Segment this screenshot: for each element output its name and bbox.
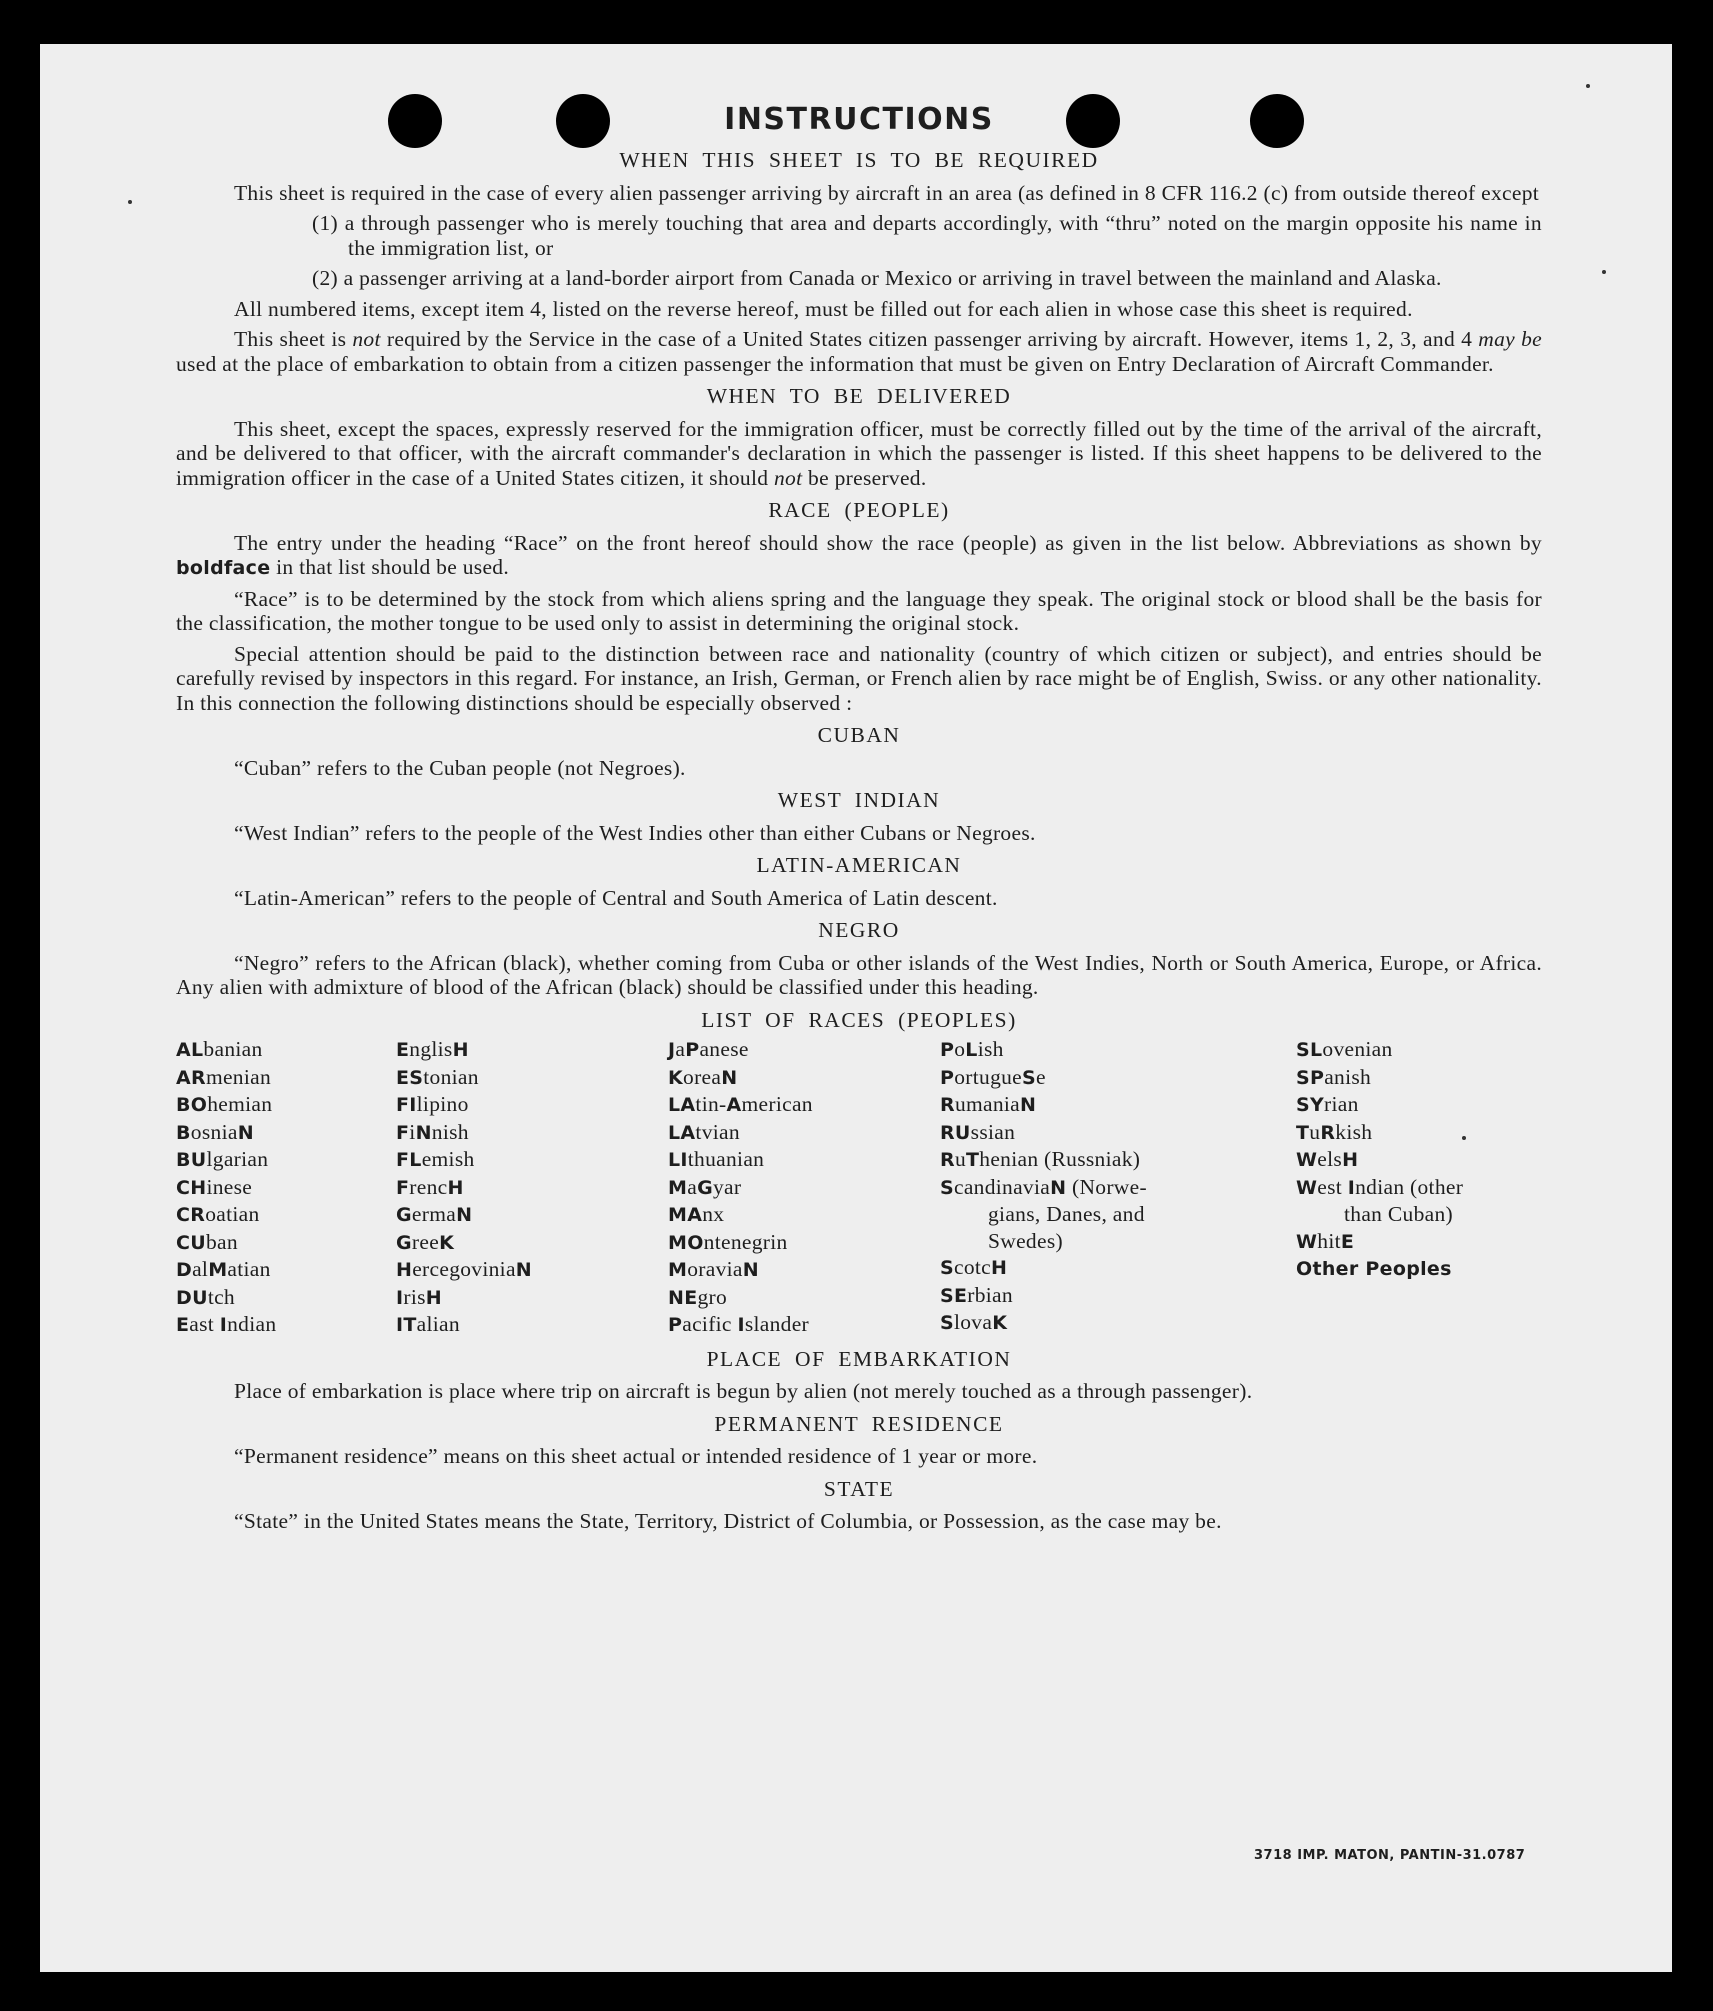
para-delivered: [176, 417, 1542, 491]
race-text: yar: [712, 1174, 742, 1199]
race-abbreviation: MA: [668, 1204, 703, 1226]
heading-list-of-races: LIST OF RACES (PEOPLES): [701, 1007, 1017, 1032]
race-text: banian: [203, 1037, 263, 1061]
speck: [1602, 270, 1606, 274]
para-citizen: [176, 327, 1542, 376]
race-entry: [1296, 1146, 1542, 1174]
race-entry: [940, 1201, 1296, 1228]
race-abbreviation: S: [1022, 1066, 1036, 1089]
races-column-3: [668, 1036, 940, 1339]
race-abbreviation: S: [940, 1257, 954, 1279]
para-embarkation: Place of embarkation is place where trip on aircraft is begun by alien (not merely touched as a through passenger).: [234, 1379, 1253, 1403]
race-text: nish: [431, 1119, 469, 1144]
race-entry: [668, 1201, 940, 1229]
race-entry: [1296, 1091, 1542, 1119]
race-abbreviation: LA: [668, 1121, 696, 1144]
races-column-5: [1296, 1036, 1542, 1339]
text-run: required by the Service in the case of a United States citizen passenger arriving by aircraft. However, items 1, 2, 3, and 4: [380, 327, 1479, 351]
race-abbreviation: SP: [1296, 1066, 1325, 1089]
race-abbreviation: LA: [668, 1094, 696, 1116]
race-abbreviation: DU: [176, 1286, 208, 1309]
race-entry: [940, 1254, 1296, 1282]
race-abbreviation: N: [415, 1121, 432, 1144]
race-abbreviation: S: [940, 1312, 954, 1334]
race-text: al: [192, 1257, 209, 1281]
race-text: (Norwe-: [1066, 1174, 1147, 1199]
race-abbreviation: I: [396, 1286, 404, 1309]
race-entry: [176, 1256, 396, 1284]
race-abbreviation: N: [1020, 1094, 1037, 1116]
race-entry: [176, 1174, 396, 1202]
race-abbreviation: CR: [176, 1204, 206, 1226]
race-abbreviation: AR: [176, 1066, 206, 1089]
heading-place-of-embarkation: PLACE OF EMBARKATION: [706, 1346, 1012, 1371]
race-abbreviation: P: [940, 1039, 955, 1061]
race-text: Swedes): [988, 1228, 1063, 1253]
race-text: atian: [227, 1257, 271, 1281]
race-abbreviation: L: [965, 1039, 978, 1061]
race-entry: [668, 1064, 940, 1092]
race-text: tch: [207, 1284, 235, 1309]
race-text: renc: [409, 1174, 448, 1199]
race-text: gians, Danes, and: [988, 1202, 1145, 1226]
race-entry: [940, 1036, 1296, 1064]
heading-when-delivered: WHEN TO BE DELIVERED: [706, 384, 1012, 408]
race-abbreviation: LI: [668, 1149, 688, 1171]
race-abbreviation: H: [447, 1176, 464, 1199]
para-residence: “Permanent residence” means on this sheet actual or intended residence of 1 year or more.: [234, 1444, 1038, 1468]
race-text: ndian (other: [1355, 1174, 1464, 1199]
race-text: anish: [1324, 1064, 1372, 1089]
page-title: INSTRUCTIONS: [724, 102, 994, 137]
race-abbreviation: AL: [176, 1039, 204, 1061]
race-abbreviation: W: [1296, 1149, 1318, 1171]
race-entry: [176, 1229, 396, 1257]
heading-race: RACE (PEOPLE): [768, 498, 950, 522]
race-entry: [940, 1064, 1296, 1092]
race-text: oatian: [205, 1202, 260, 1226]
emphasis-may-be: may be: [1478, 327, 1542, 351]
race-entry: [176, 1201, 396, 1229]
heading-latin-american: LATIN-AMERICAN: [756, 853, 962, 877]
race-text: tin-: [695, 1092, 727, 1116]
race-abbreviation: SY: [1296, 1094, 1325, 1116]
race-entry: [396, 1174, 668, 1202]
race-entry: [396, 1201, 668, 1229]
race-abbreviation: FL: [396, 1149, 422, 1171]
race-text: ndian: [227, 1312, 277, 1336]
heading-west-indian: WEST INDIAN: [777, 788, 941, 812]
race-abbreviation: R: [940, 1094, 955, 1116]
race-text: kish: [1335, 1119, 1373, 1144]
race-abbreviation: SL: [1296, 1039, 1323, 1061]
race-entry: [1296, 1255, 1542, 1283]
printer-imprint: 3718 IMP. MATON, PANTIN-31.0787: [1254, 1848, 1526, 1863]
heading-state: STATE: [823, 1476, 895, 1501]
race-text: nx: [702, 1202, 725, 1226]
race-abbreviation: T: [1296, 1121, 1310, 1144]
race-text: u: [954, 1147, 966, 1171]
race-text: e: [1036, 1064, 1046, 1089]
race-text: rbian: [967, 1282, 1013, 1307]
race-abbreviation: IT: [396, 1314, 417, 1336]
race-entry: [396, 1229, 668, 1257]
race-text: inese: [206, 1174, 253, 1199]
race-text: tvian: [695, 1119, 740, 1144]
race-abbreviation: MO: [668, 1231, 704, 1254]
races-column-1: [176, 1036, 396, 1339]
race-entry: [1296, 1036, 1542, 1064]
race-abbreviation: K: [439, 1231, 455, 1254]
race-entry: [1296, 1174, 1542, 1202]
race-abbreviation: H: [425, 1286, 442, 1309]
text-run: The entry under the heading “Race” on the front hereof should show the race (people) as given in the list below. Abbreviations as shown by: [234, 530, 1542, 555]
para-numbered-items: All numbered items, except item 4, listed on the reverse hereof, must be filled out for each alien in whose case this sheet is required.: [234, 296, 1413, 321]
race-abbreviation: FI: [396, 1094, 417, 1116]
race-text: tonian: [423, 1064, 479, 1089]
race-entry: [940, 1282, 1296, 1310]
race-abbreviation: ES: [396, 1066, 424, 1089]
para-required-intro: This sheet is required in the case of every alien passenger arriving by aircraft in an area (as defined in 8 CFR 116.2 (c) from outside thereof except: [234, 180, 1540, 205]
exception-item-2: (2) a passenger arriving at a land-border airport from Canada or Mexico or arriving in travel between the mainland and Alaska.: [312, 266, 1442, 290]
race-entry: [176, 1091, 396, 1119]
race-text: cotc: [953, 1255, 991, 1279]
race-entry: [668, 1146, 940, 1174]
para-cuban: “Cuban” refers to the Cuban people (not Negroes).: [234, 755, 686, 780]
boldface-word: boldface: [176, 557, 271, 579]
race-entry: [940, 1146, 1296, 1174]
race-entry: [396, 1311, 668, 1339]
race-abbreviation: RU: [940, 1121, 971, 1144]
race-text: alian: [416, 1312, 460, 1336]
race-abbreviation: P: [940, 1066, 955, 1089]
race-entry: [940, 1174, 1296, 1202]
race-text: ris: [403, 1284, 426, 1309]
race-text: i: [409, 1119, 416, 1144]
race-text: orea: [683, 1064, 722, 1089]
race-text: ntenegrin: [703, 1229, 788, 1254]
race-abbreviation: H: [452, 1039, 469, 1061]
race-entry: [940, 1119, 1296, 1147]
text-run: in that list should be used.: [270, 555, 510, 579]
race-abbreviation: W: [1296, 1230, 1318, 1253]
race-abbreviation: BO: [176, 1094, 208, 1116]
race-abbreviation: H: [1342, 1149, 1359, 1171]
race-abbreviation: N: [456, 1204, 473, 1226]
race-text: ban: [205, 1229, 238, 1254]
race-entry: [1296, 1119, 1542, 1147]
race-text: gro: [697, 1284, 728, 1309]
race-entry: [940, 1228, 1296, 1255]
race-abbreviation: G: [396, 1204, 412, 1226]
race-entry: [396, 1256, 668, 1284]
race-entry: [176, 1146, 396, 1174]
race-abbreviation: J: [668, 1039, 676, 1061]
race-abbreviation: E: [396, 1039, 410, 1061]
race-abbreviation: E: [176, 1314, 190, 1336]
race-text: est: [1317, 1174, 1348, 1199]
race-abbreviation: M: [668, 1176, 688, 1199]
race-text: oravia: [687, 1257, 743, 1281]
races-list: [176, 1036, 1542, 1339]
race-text: ercegovinia: [412, 1257, 516, 1281]
para-negro: “Negro” refers to the African (black), whether coming from Cuba or other islands of the West Indies, North or South America, Europe, or Africa. Any alien with admixture of blood of the African (black) should be classified under this heading.: [176, 950, 1542, 999]
race-abbreviation: H: [991, 1257, 1008, 1279]
text-run: This sheet is: [234, 327, 353, 351]
races-column-4: [940, 1036, 1296, 1339]
race-text: nglis: [409, 1037, 453, 1061]
race-entry: [668, 1311, 940, 1339]
race-abbreviation: N: [237, 1121, 254, 1144]
race-entry: [396, 1064, 668, 1092]
race-abbreviation: P: [668, 1314, 683, 1336]
race-text: ast: [189, 1312, 220, 1336]
race-abbreviation: A: [726, 1094, 742, 1116]
race-abbreviation: M: [668, 1259, 688, 1281]
para-race-nationality: Special attention should be paid to the distinction between race and nationality (country of which citizen or subject), and entries should be carefully revised by inspectors in this regard. For instance, an Irish, German, or French alien by race might be of English, Swiss. or any other nationality. In this connection the following distinctions should be especially observed :: [176, 641, 1542, 715]
race-abbreviation: T: [966, 1149, 980, 1171]
race-entry: [940, 1309, 1296, 1337]
race-text: ortugue: [954, 1064, 1023, 1089]
race-entry: [668, 1229, 940, 1257]
race-text: thuanian: [687, 1147, 765, 1171]
race-text: o: [954, 1037, 966, 1061]
race-abbreviation: S: [940, 1176, 954, 1199]
race-entry: [1296, 1064, 1542, 1092]
race-entry: [396, 1284, 668, 1312]
race-entry: [668, 1036, 940, 1064]
race-text: rian: [1324, 1092, 1359, 1116]
race-abbreviation: B: [176, 1121, 191, 1144]
race-text: henian (Russniak): [979, 1147, 1141, 1171]
race-abbreviation: H: [396, 1259, 413, 1281]
race-abbreviation: D: [176, 1259, 193, 1281]
race-abbreviation: F: [396, 1121, 410, 1144]
text-run: This sheet, except the spaces, expressly reserved for the immigration officer, must be correctly filled out by the time of the arrival of the aircraft, and be delivered to that officer, with the aircraft commander's declaration in which the passenger is listed. If this sheet happens to be delivered to the immigration officer in the case of a United States citizen, it should: [176, 416, 1542, 490]
emphasis-not: not: [352, 327, 381, 351]
race-abbreviation: N: [742, 1259, 759, 1281]
race-abbreviation: K: [992, 1312, 1008, 1334]
race-abbreviation: N: [515, 1259, 532, 1281]
race-text: ree: [411, 1229, 440, 1254]
race-entry: [176, 1119, 396, 1147]
race-abbreviation: M: [208, 1259, 228, 1281]
race-text: els: [1317, 1147, 1343, 1171]
race-text: lova: [953, 1310, 993, 1334]
race-abbreviation: G: [396, 1231, 412, 1254]
race-text: hit: [1317, 1228, 1341, 1253]
heading-cuban: CUBAN: [817, 723, 901, 747]
para-latin-american: “Latin-American” refers to the people of Central and South America of Latin descent.: [234, 885, 998, 910]
race-text: lipino: [416, 1092, 469, 1116]
race-abbreviation: I: [737, 1314, 745, 1336]
heading-negro: NEGRO: [818, 918, 900, 942]
heading-permanent-residence: PERMANENT RESIDENCE: [714, 1411, 1004, 1436]
race-text: than Cuban): [1344, 1202, 1453, 1226]
race-entry: [396, 1146, 668, 1174]
race-abbreviation: SE: [940, 1284, 968, 1307]
text-run: used at the place of embarkation to obtain from a citizen passenger the information that must be given on Entry Declaration of Aircraft Commander.: [176, 351, 1494, 376]
race-text: a: [687, 1174, 698, 1199]
race-entry: [1296, 1228, 1542, 1256]
race-abbreviation: N: [1050, 1176, 1067, 1199]
exception-item-1: (1) a through passenger who is merely touching that area and departs accordingly, with “thru” noted on the margin opposite his name in the immigration list, or: [312, 211, 1542, 260]
race-abbreviation: P: [685, 1039, 700, 1061]
race-abbreviation: N: [721, 1066, 738, 1089]
race-abbreviation: R: [1320, 1121, 1336, 1144]
race-abbreviation: I: [219, 1314, 228, 1336]
race-entry: [668, 1091, 940, 1119]
race-entry: [1296, 1201, 1542, 1228]
text-run: be preserved.: [802, 465, 927, 490]
race-entry: [668, 1119, 940, 1147]
races-column-2: [396, 1036, 668, 1339]
para-state: “State” in the United States means the State, Territory, District of Columbia, or Possession, as the case may be.: [234, 1509, 1222, 1533]
race-abbreviation: CU: [176, 1231, 206, 1254]
race-text: u: [1309, 1119, 1321, 1144]
race-abbreviation: E: [1340, 1230, 1355, 1253]
race-text: ish: [977, 1037, 1004, 1061]
para-west-indian: “West Indian” refers to the people of the West Indies other than either Cubans or Negroes.: [234, 820, 1036, 845]
para-race-entry: [176, 531, 1542, 581]
race-entry: [176, 1311, 396, 1339]
emphasis-not: not: [773, 465, 803, 490]
race-entry: [668, 1174, 940, 1202]
race-text: ssian: [970, 1119, 1016, 1144]
race-text: erma: [411, 1202, 457, 1226]
race-abbreviation: CH: [176, 1176, 207, 1199]
race-abbreviation: Other Peoples: [1296, 1258, 1452, 1280]
race-entry: [396, 1091, 668, 1119]
race-text: a: [675, 1037, 686, 1061]
race-entry: [176, 1036, 396, 1064]
instructions-content: [176, 100, 1542, 1540]
race-text: ovenian: [1322, 1037, 1393, 1061]
race-abbreviation: I: [1347, 1176, 1356, 1199]
race-text: slander: [744, 1312, 810, 1336]
race-abbreviation: W: [1296, 1176, 1318, 1199]
race-abbreviation: F: [396, 1176, 410, 1199]
race-text: umania: [954, 1092, 1021, 1116]
race-abbreviation: K: [668, 1066, 684, 1089]
heading-when-required: WHEN THIS SHEET IS TO BE REQUIRED: [619, 148, 1099, 172]
race-entry: [176, 1064, 396, 1092]
race-entry: [396, 1119, 668, 1147]
race-entry: [668, 1284, 940, 1312]
race-text: hemian: [207, 1092, 273, 1116]
race-text: lgarian: [206, 1147, 269, 1171]
race-text: osnia: [190, 1119, 238, 1144]
para-race-definition: “Race” is to be determined by the stock from which aliens spring and the language they speak. The original stock or blood shall be the basis for the classification, the mother tongue to be used only to assist in determining the original stock.: [176, 586, 1542, 635]
race-entry: [176, 1284, 396, 1312]
race-text: merican: [741, 1092, 813, 1116]
race-text: acific: [682, 1312, 738, 1336]
race-entry: [396, 1036, 668, 1064]
race-abbreviation: BU: [176, 1149, 207, 1171]
race-abbreviation: NE: [668, 1286, 698, 1309]
race-text: menian: [205, 1064, 272, 1089]
race-abbreviation: G: [697, 1176, 713, 1199]
race-text: anese: [699, 1037, 749, 1061]
speck: [1586, 84, 1590, 88]
race-entry: [668, 1256, 940, 1284]
race-text: emish: [421, 1147, 475, 1171]
race-entry: [940, 1091, 1296, 1119]
speck: [128, 200, 132, 204]
race-abbreviation: R: [940, 1149, 955, 1171]
race-text: candinavia: [953, 1174, 1051, 1199]
